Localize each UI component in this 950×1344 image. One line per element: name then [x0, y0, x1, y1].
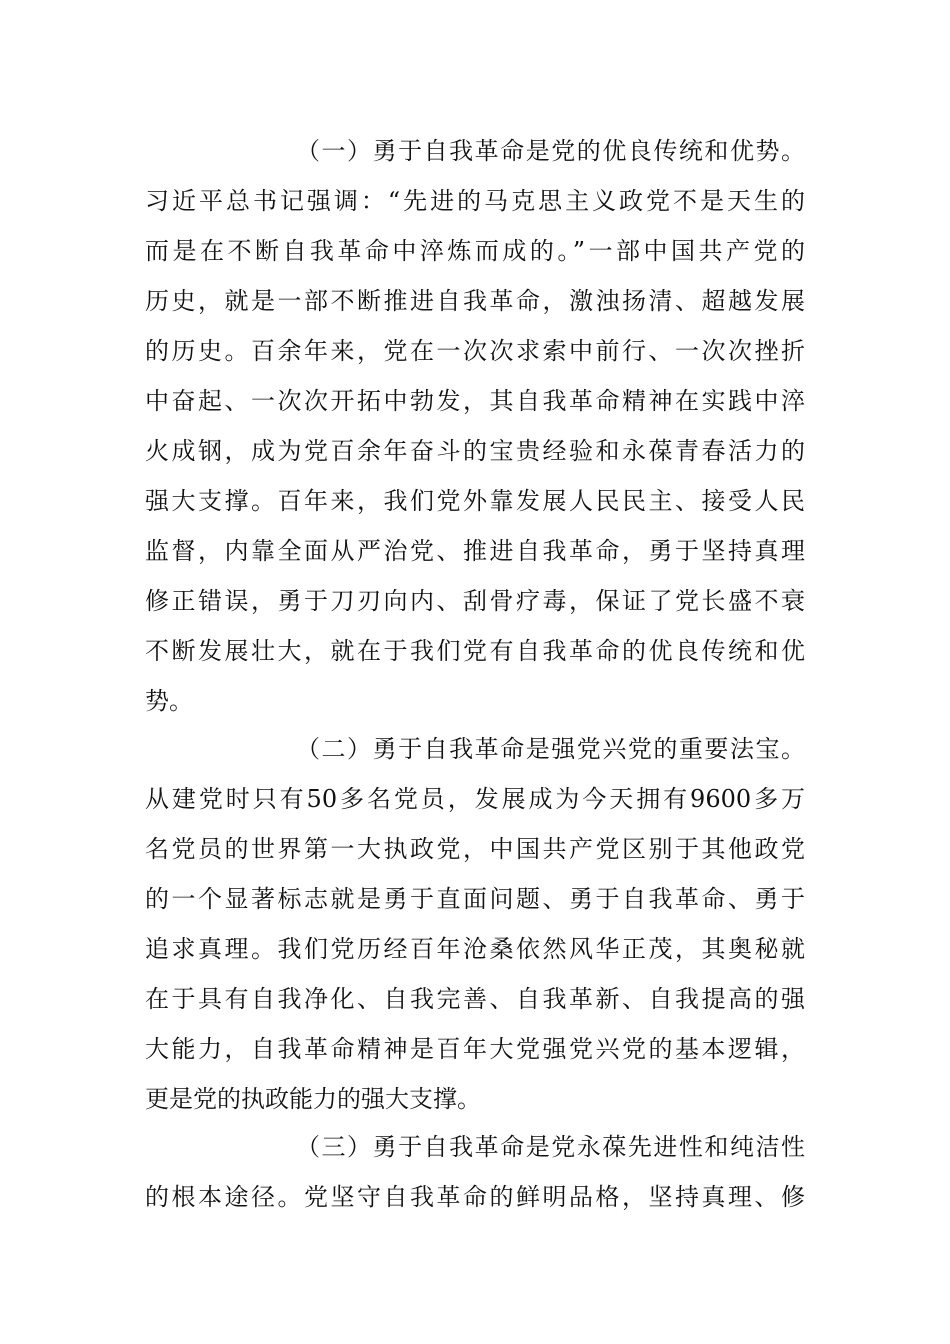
paragraph-line: 的根本途径。党坚守自我革命的鲜明品格，坚持真理、修 [145, 1183, 805, 1211]
section-2-heading: （二）勇于自我革命是强党兴党的重要法宝。 [296, 735, 805, 763]
section-1 [145, 126, 805, 726]
paragraph-line: 强大支撑。百年来，我们党外靠发展人民民主、接受人民 [145, 487, 805, 515]
paragraph-line: 追求真理。我们党历经百年沧桑依然风华正茂，其奥秘就 [145, 935, 805, 963]
paragraph-line: 不断发展壮大，就在于我们党有自我革命的优良传统和优 [145, 637, 805, 665]
paragraph-line: 更是党的执政能力的强大支撑。 [145, 1085, 481, 1113]
paragraph-line: 势。 [145, 687, 193, 715]
paragraph-line: 习近平总书记强调：“先进的马克思主义政党不是天生的 [145, 187, 805, 215]
paragraph-line: 修正错误，勇于刀刃向内、刮骨疗毒，保证了党长盛不衰 [145, 587, 805, 615]
paragraph-line: 的历史。百余年来，党在一次次求索中前行、一次次挫折 [145, 337, 805, 365]
paragraph-line: 而是在不断自我革命中淬炼而成的。”一部中国共产党的 [145, 237, 805, 265]
section-1-heading: （一）勇于自我革命是党的优良传统和优势。 [296, 137, 805, 165]
paragraph-line: 中奋起、一次次开拓中勃发，其自我革命精神在实践中淬 [145, 387, 805, 415]
paragraph-line: 历史，就是一部不断推进自我革命，激浊扬清、超越发展 [145, 287, 805, 315]
paragraph-line: 大能力，自我革命精神是百年大党强党兴党的基本逻辑， [145, 1035, 805, 1063]
section-2 [145, 724, 805, 1124]
paragraph-line: 从建党时只有50多名党员，发展成为今天拥有9600多万 [145, 785, 805, 813]
section-3-heading: （三）勇于自我革命是党永葆先进性和纯洁性 [296, 1133, 805, 1161]
paragraph-line: 火成钢，成为党百余年奋斗的宝贵经验和永葆青春活力的 [145, 437, 805, 465]
paragraph-line: 在于具有自我净化、自我完善、自我革新、自我提高的强 [145, 985, 805, 1013]
paragraph-line: 的一个显著标志就是勇于直面问题、勇于自我革命、勇于 [145, 885, 805, 913]
section-3 [145, 1122, 805, 1222]
paragraph-line: 名党员的世界第一大执政党，中国共产党区别于其他政党 [145, 835, 805, 863]
paragraph-line: 监督，内靠全面从严治党、推进自我革命，勇于坚持真理 [145, 537, 805, 565]
